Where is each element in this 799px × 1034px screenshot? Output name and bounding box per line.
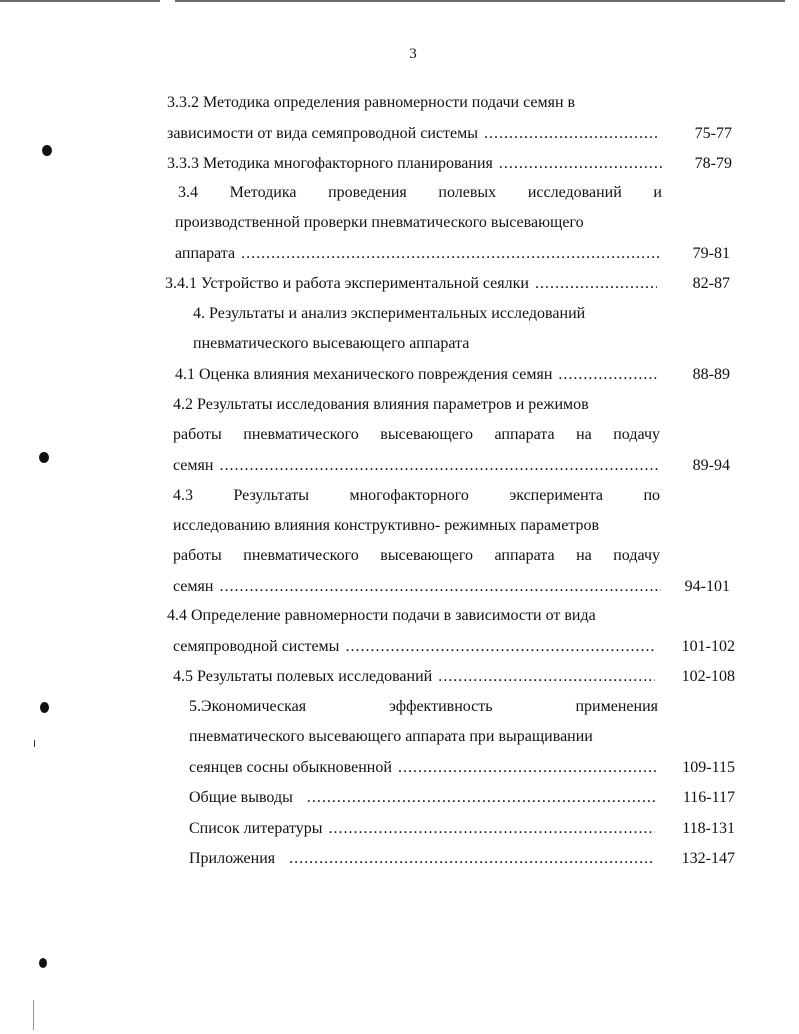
- dot-leader: [289, 849, 655, 869]
- toc-entry-text: семян: [173, 578, 214, 595]
- toc-page-range: 88-89: [692, 366, 730, 383]
- toc-entry-42-line2: работы пневматического высевающего аппарата на подачу: [173, 426, 660, 443]
- toc-page-range: 132-147: [681, 850, 735, 867]
- toc-entry-34-line2: [175, 213, 662, 233]
- dot-leader: [499, 154, 662, 174]
- toc-entry-43-line4: [173, 577, 661, 597]
- toc-page-range: 102-108: [681, 668, 735, 685]
- toc-page-range: 109-115: [682, 759, 735, 776]
- scan-speck: [34, 740, 35, 747]
- toc-page-range: 82-87: [692, 275, 730, 292]
- dot-leader: [241, 244, 661, 264]
- toc-entry-conclusions: [189, 788, 657, 808]
- scan-top-border-right: [175, 0, 785, 2]
- binder-hole-mark: [39, 452, 49, 463]
- toc-entry-5-line1: 5.Экономическая эффективность применения: [189, 698, 658, 715]
- scan-top-border-left: [0, 0, 160, 2]
- dot-leader: [307, 788, 657, 808]
- toc-entry-text: 4.4 Определение равномерности подачи в зависимости от вида: [167, 607, 596, 624]
- toc-page-range: 75-77: [694, 125, 732, 142]
- toc-entry-4-line1: [193, 304, 663, 324]
- toc-entry-text: 4.2 Результаты исследования влияния параметров и режимов: [173, 396, 589, 413]
- dot-leader: [219, 577, 661, 597]
- toc-page-range: 101-102: [681, 638, 735, 655]
- toc-entry-text: Список литературы: [189, 820, 323, 837]
- toc-entry-references: [189, 819, 655, 839]
- toc-entry-332-line2: [167, 124, 657, 144]
- toc-entry-text: семян: [173, 457, 214, 474]
- toc-entry-text: 3.3.2 Методика определения равномерности подачи семян в: [167, 94, 576, 111]
- binder-hole-mark: [40, 702, 49, 713]
- toc-entry-5-line3: [189, 758, 657, 778]
- toc-entry-text: семяпроводной системы: [173, 638, 340, 655]
- toc-entry-text: Приложения: [189, 850, 276, 867]
- toc-page-range: 89-94: [692, 457, 730, 474]
- toc-entry-41: [175, 365, 658, 385]
- toc-entry-text: пневматического высевающего аппарата при выращивании: [189, 728, 593, 745]
- toc-entry-42-line1: [173, 395, 663, 415]
- toc-entry-text: 4.5 Результаты полевых исследований: [173, 668, 433, 685]
- toc-entry-43-line3: работы пневматического высевающего аппарата на подачу: [173, 547, 660, 564]
- toc-page-range: 94-101: [684, 578, 730, 595]
- binder-hole-mark: [39, 958, 47, 968]
- toc-entry-text: 3.3.3 Методика многофакторного планирования: [167, 155, 493, 172]
- dot-leader: [558, 365, 658, 385]
- dot-leader: [345, 637, 656, 657]
- toc-page-range: 79-81: [692, 245, 730, 262]
- toc-entry-341: [165, 274, 657, 294]
- binder-hole-mark: [42, 145, 52, 156]
- toc-entry-text: 4.1 Оценка влияния механического повреждения семян: [175, 366, 553, 383]
- toc-entry-45: [173, 667, 655, 687]
- dot-leader: [219, 456, 659, 476]
- toc-entry-5-line2: [189, 727, 661, 747]
- toc-entry-text: исследованию влияния конструктивно- режимных параметров: [173, 517, 600, 534]
- toc-entry-text: 4. Результаты и анализ экспериментальных исследований: [193, 305, 586, 322]
- toc-entry-4-line2: [193, 334, 663, 354]
- dot-leader: [535, 274, 657, 294]
- toc-entry-text: аппарата: [175, 245, 236, 262]
- toc-entry-appendices: [189, 849, 655, 869]
- toc-entry-text: 3.4.1 Устройство и работа экспериментальной сеялки: [165, 275, 529, 292]
- toc-entry-43-line1: 4.3 Результаты многофакторного эксперимента по: [173, 487, 660, 504]
- toc-entry-44-line2: [173, 637, 656, 657]
- toc-entry-44-line1: [167, 606, 662, 626]
- toc-entry-333: [167, 154, 662, 174]
- toc-entry-text: Общие выводы: [189, 789, 293, 806]
- toc-entry-34-line1: 3.4 Методика проведения полевых исследований и: [178, 184, 662, 201]
- dot-leader: [438, 667, 655, 687]
- toc-page-range: 116-117: [682, 789, 735, 806]
- toc-page-range: 118-131: [682, 820, 735, 837]
- toc-entry-text: сеянцев сосны обыкновенной: [189, 759, 392, 776]
- dot-leader: [398, 758, 657, 778]
- toc-page-range: 78-79: [694, 155, 732, 172]
- toc-entry-42-line3: [173, 456, 659, 476]
- toc-entry-34-line3: [175, 244, 661, 264]
- toc-entry-43-line2: [173, 516, 663, 536]
- toc-entry-332-line1: [167, 93, 662, 113]
- page-number: 3: [409, 46, 417, 62]
- toc-entry-text: зависимости от вида семяпроводной системы: [167, 125, 478, 142]
- dot-leader: [329, 819, 655, 839]
- scan-speck: [33, 1000, 34, 1030]
- toc-entry-text: пневматического высевающего аппарата: [193, 335, 470, 352]
- toc-entry-text: производственной проверки пневматического высевающего: [175, 214, 584, 231]
- dot-leader: [484, 124, 657, 144]
